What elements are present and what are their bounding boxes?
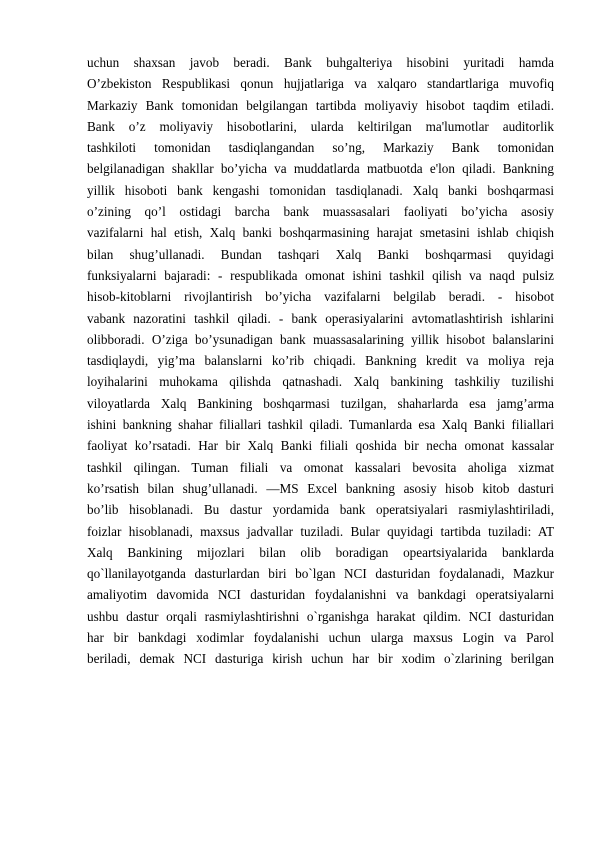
text-line: loyihalarini muhokama qilishda qatnashadi. Xalq bankining tashkiliy tuzilishi: [87, 374, 554, 390]
text-line: faoliyat ko’rsatadi. Har bir Xalq Banki filiali qoshida bir necha omonat kassalar: [87, 438, 554, 454]
text-line: uchun shaxsan javob beradi. Bank buhgalteriya hisobini yuritadi hamda: [87, 55, 554, 70]
text-line: tashkil qilingan. Tuman filiali va omonat kassalari bevosita aholiga xizmat: [87, 459, 554, 475]
text-line: bilan shug’ullanadi. Bundan tashqari Xalq Banki boshqarmasi quyidagi: [87, 246, 554, 262]
body-paragraph: [87, 52, 554, 670]
text-line: vabank nazoratini tashkil qiladi. - bank operasiyalarini avtomatlashtirish ishlarini: [87, 310, 554, 326]
text-line: Xalq Bankining mijozlari bilan olib boradigan opeartsiyalarida banklarda: [87, 544, 554, 560]
text-line: Bank o’z moliyaviy hisobotlarini, ularda keltirilgan ma'lumotlar auditorlik: [87, 118, 554, 134]
text-line: viloyatlarda Xalq Bankining boshqarmasi tuzilgan, shaharlarda esa jamg’arma: [87, 395, 554, 411]
text-line: beriladi, demak NCI dasturiga kirish uchun har bir xodim o`zlarining berilgan: [87, 651, 554, 667]
text-line: belgilanadigan shakllar bo’yicha va muddatlarda matbuotda e'lon qiladi. Bankning: [87, 161, 554, 177]
text-line: ushbu dastur orqali rasmiylashtirishni o`rganishga harakat qildim. NCI dasturidan: [87, 608, 554, 624]
text-line: hisob-kitoblarni rivojlantirish bo’yicha vazifalarni belgilab beradi. - hisobot: [87, 289, 554, 305]
text-line: amaliyotim davomida NCI dasturidan foydalanishni va bankdagi operatsiyalarni: [87, 587, 554, 603]
text-line: har bir bankdagi xodimlar foydalanishi uchun ularga maxsus Login va Parol: [87, 630, 554, 646]
text-line: olibboradi. O’ziga bo’ysunadigan bank muassasalarining yillik hisobot balanslarini: [87, 331, 554, 347]
text-line: ko’rsatish bilan shug’ullanadi. ―MS Excel bankning asosiy hisob kitob dasturi: [87, 480, 554, 496]
text-line: vazifalarni hal etish, Xalq banki boshqarmasining harajat smetasini ishlab chiqish: [87, 225, 554, 241]
text-line: yillik hisoboti bank kengashi tomonidan tasdiqlanadi. Xalq banki boshqarmasi: [87, 182, 554, 198]
text-line: qo`llanilayotganda dasturlardan biri bo`lgan NCI dasturidan foydalanadi, Mazkur: [87, 566, 554, 582]
text-line: ishini bankning shahar filiallari tashkil qiladi. Tumanlarda esa Xalq Banki filiallari: [87, 417, 554, 433]
text-line: foizlar hisoblanadi, maxsus jadvallar tuziladi. Bular quyidagi tartibda tuziladi: AT: [87, 523, 554, 539]
text-line: tashkiloti tomonidan tasdiqlangandan so’ng, Markaziy Bank tomonidan: [87, 140, 554, 156]
text-line: funksiyalarni bajaradi: - respublikada omonat ishini tashkil qilish va naqd pulsiz: [87, 267, 554, 283]
text-line: o’zining qo’l ostidagi barcha bank muassasalari faoliyati bo’yicha asosiy: [87, 204, 554, 220]
text-line: bo’lib hisoblanadi. Bu dastur yordamida bank operatsiyalari rasmiylashtiriladi,: [87, 502, 554, 518]
text-line: O’zbekiston Respublikasi qonun hujjatlariga va xalqaro standartlariga muvofiq: [87, 76, 554, 92]
text-line: tasdiqlaydi, yig’ma balanslarni ko’rib chiqadi. Bankning kredit va moliya reja: [87, 353, 554, 369]
text-line: Markaziy Bank tomonidan belgilangan tartibda moliyaviy hisobot taqdim etiladi.: [87, 97, 554, 113]
